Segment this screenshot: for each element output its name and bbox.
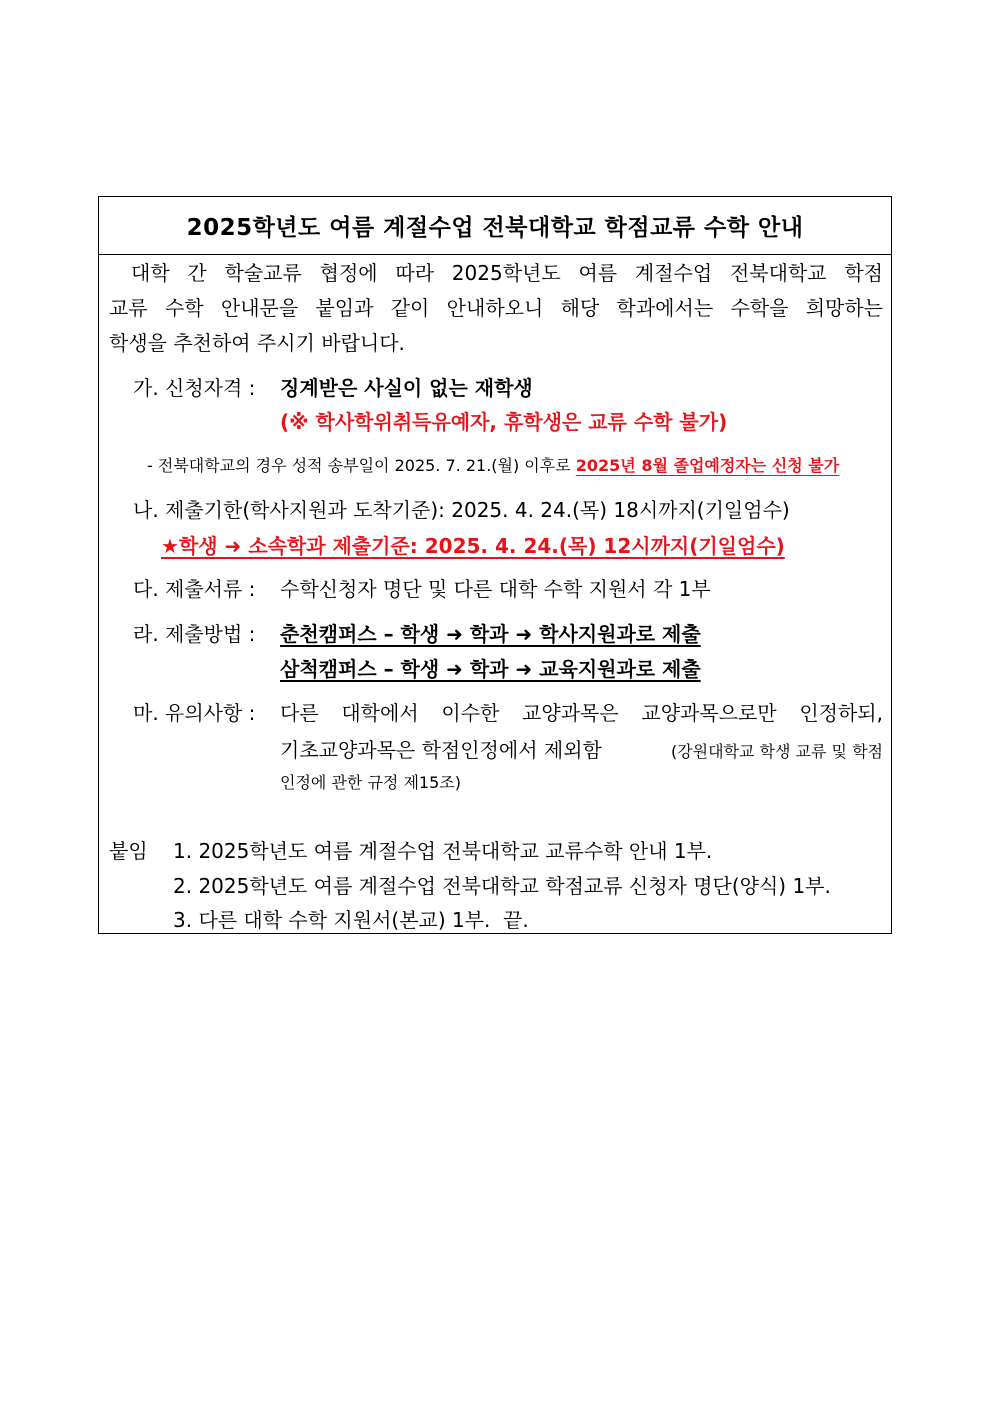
attachments-label: 붙임 [109, 839, 148, 863]
intro-line-3: 학생을 추천하여 주시기 바랍니다. [109, 331, 405, 355]
section-ma-line-2-small: (강원대학교 학생 교류 및 학점 [670, 742, 883, 761]
intro-line-1: 대학 간 학술교류 협정에 따라 2025학년도 여름 계절수업 전북대학교 학점 [131, 261, 883, 285]
attachment-item: 3. 다른 대학 수학 지원서(본교) 1부. 끝. [173, 908, 529, 932]
section-ma-line-2 [280, 734, 883, 763]
section-ra-chuncheon: 춘천캠퍼스 – 학생 ➜ 학과 ➜ 학사지원과로 제출 [280, 622, 701, 646]
section-ma-line-3: 인정에 관한 규정 제15조) [280, 773, 461, 792]
section-ga-note-highlight: 2025년 8월 졸업예정자는 신청 불가 [575, 456, 840, 475]
section-ga-exclusion: (※ 학사학위취득유예자, 휴학생은 교류 수학 불가) [280, 410, 728, 434]
title-row [99, 197, 891, 255]
notice-box [98, 196, 892, 934]
section-ga-label: 가. 신청자격 : [133, 376, 256, 400]
section-ma-line-1: 다른 대학에서 이수한 교양과목은 교양과목으로만 인정하되, [280, 701, 883, 725]
section-ga-value: 징계받은 사실이 없는 재학생 [280, 376, 533, 400]
section-ma-label: 마. 유의사항 : [133, 701, 256, 725]
section-na-student-deadline: ★학생 ➜ 소속학과 제출기준: 2025. 4. 24.(목) 12시까지(기일엄수) [161, 534, 785, 558]
section-da-value: 수학신청자 명단 및 다른 대학 수학 지원서 각 1부 [280, 577, 711, 601]
document-title: 2025학년도 여름 계절수업 전북대학교 학점교류 수학 안내 [186, 215, 804, 241]
section-ma-line-2-main: 기초교양과목은 학점인정에서 제외함 [280, 738, 602, 762]
section-ra-samcheok: 삼척캠퍼스 – 학생 ➜ 학과 ➜ 교육지원과로 제출 [280, 657, 701, 681]
section-ga-note-prefix: - 전북대학교의 경우 성적 송부일이 2025. 7. 21.(월) 이후로 [147, 456, 576, 475]
intro-line-2: 교류 수학 안내문을 붙임과 같이 안내하오니 해당 학과에서는 수학을 희망하는 [109, 296, 883, 320]
section-da-label: 다. 제출서류 : [133, 577, 256, 601]
section-na-label: 나. 제출기한(학사지원과 도착기준): 2025. 4. 24.(목) 18시까지(기일엄수) [133, 498, 790, 522]
attachment-item: 2. 2025학년도 여름 계절수업 전북대학교 학점교류 신청자 명단(양식) 1부. [173, 874, 831, 898]
attachment-item: 1. 2025학년도 여름 계절수업 전북대학교 교류수학 안내 1부. [173, 839, 713, 863]
section-ga-note [147, 453, 839, 476]
section-ra-label: 라. 제출방법 : [133, 622, 256, 646]
